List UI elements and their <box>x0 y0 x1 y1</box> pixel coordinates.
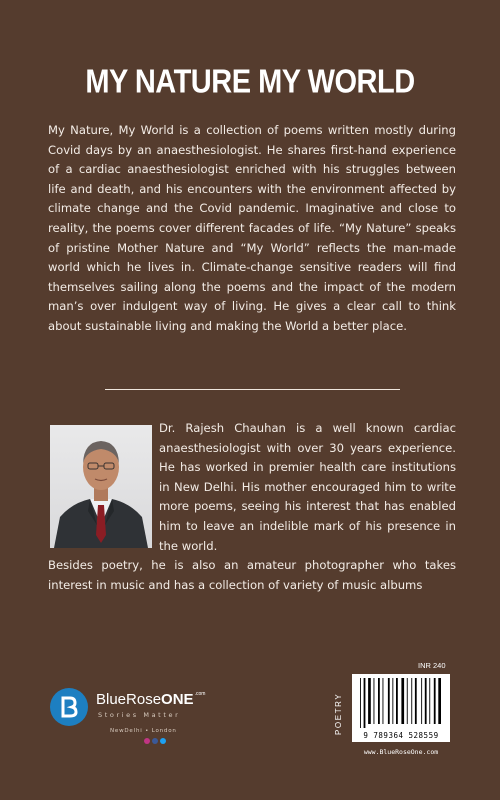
price-label: INR 240 <box>418 661 446 670</box>
facebook-icon <box>152 738 158 744</box>
publisher-website: www.BlueRoseOne.com <box>363 748 439 756</box>
author-photo <box>50 425 152 548</box>
section-divider <box>105 389 400 390</box>
author-bio-part2: Besides poetry, he is also an amateur photographer who takes interest in music and has a collection of variety of music albums <box>48 558 456 592</box>
genre-label: POETRY <box>334 692 343 736</box>
publisher-name-part1: BlueRose <box>96 691 162 708</box>
publisher-logo <box>50 688 230 748</box>
social-icons <box>144 738 166 744</box>
publisher-name-suffix: .com <box>194 691 206 697</box>
publisher-b-icon <box>50 688 88 726</box>
book-title: MY NATURE MY WORLD <box>85 63 415 101</box>
author-bio-part1: Dr. Rajesh Chauhan is a well known cardiac anaesthesiologist with over 30 years experience. He has worked in premier health care institutions in New Delhi. His mother encouraged him to write more poems, seeing his interest that has enabled him to leave an indelible mark of his presence in the world. <box>159 421 456 553</box>
book-blurb: My Nature, My World is a collection of poems written mostly during Covid days by an anaesthesiologist. He shares first-hand experience of a cardiac anaesthesiologist enriched with his struggles between life and death, and his encounters with the environment affected by climate change and the Covid pandemic. Imaginative and close to reality, the poems cover different facades of life. “My Nature” speaks of pristine Mother Nature and “My World” reflects the man-made world which he lives in. Climate-change sensitive readers will find themselves sailing along the poems and the impact of the modern man’s over indulgent way of living. He gives a clear call to think about sustainable living and making the World a better place. <box>48 123 456 333</box>
publisher-tagline: Stories Matter <box>98 711 181 719</box>
isbn-barcode <box>352 674 450 742</box>
barcode-bars <box>358 678 444 728</box>
instagram-icon <box>144 738 150 744</box>
isbn-number: 9 789364 528559 <box>363 731 439 740</box>
publisher-name-part2: ONE <box>161 691 194 708</box>
publisher-name <box>96 691 205 708</box>
twitter-icon <box>160 738 166 744</box>
publisher-cities: NewDelhi • London <box>110 728 177 734</box>
